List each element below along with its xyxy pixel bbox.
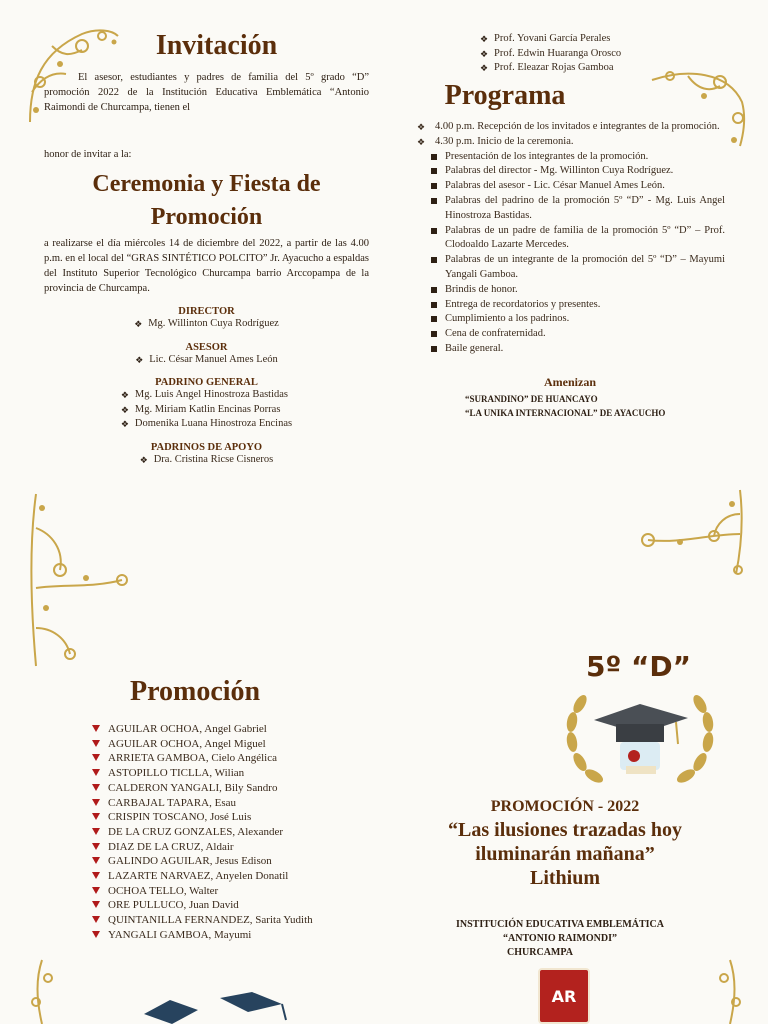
list-item-text: Mg. Willinton Cuya Rodríguez	[148, 318, 279, 329]
promocion-title: Promoción	[130, 676, 261, 707]
square-bullet-icon	[431, 316, 437, 322]
arrow-bullet-icon	[92, 857, 100, 864]
diamond-bullet-icon: ❖	[120, 419, 129, 429]
arrow-bullet-icon	[92, 872, 100, 879]
invitation-intro-continued: honor de invitar a la:	[44, 149, 132, 160]
member-item	[90, 796, 380, 811]
padrino-general-list	[121, 388, 292, 432]
amenizan-group-1: “SURANDINO” DE HUANCAYO	[465, 393, 598, 404]
asesor-label: ASESOR	[185, 341, 228, 353]
asesor-list	[135, 353, 278, 368]
list-item-text: Mg. Miriam Katlin Encinas Porras	[134, 403, 281, 415]
corner-flourish-mid-left	[22, 488, 132, 673]
member-name: AGUILAR OCHOA, Angel Gabriel	[108, 723, 267, 735]
arrow-bullet-icon	[92, 916, 100, 923]
programa-subitem-text: Presentación de los integrantes de la promoción.	[445, 150, 649, 162]
list-item-text: Lic. César Manuel Ames León	[149, 353, 278, 365]
member-item	[90, 751, 380, 766]
arrow-bullet-icon	[92, 799, 100, 806]
diamond-bullet-icon: ❖	[139, 454, 148, 465]
list-item	[140, 453, 274, 468]
programa-panel	[415, 80, 725, 420]
list-item-text: Dra. Cristina Ricse Cisneros	[153, 453, 274, 465]
diamond-bullet-icon: ❖	[480, 34, 489, 44]
arrow-bullet-icon	[92, 725, 100, 732]
programa-subitem-text: Cumplimiento a los padrinos.	[445, 313, 570, 325]
arrow-bullet-icon	[92, 754, 100, 761]
programa-title: Programa	[444, 80, 566, 111]
corner-flourish-bottom-right	[714, 958, 744, 1024]
programa-subitem-text: Palabras del director - Mg. Willinton Cuya Rodríguez.	[445, 165, 674, 177]
programa-subitem	[431, 283, 725, 298]
member-item	[90, 898, 380, 913]
director-list	[134, 317, 279, 332]
programa-sublist	[431, 150, 725, 357]
programa-subitem	[431, 342, 725, 357]
member-name: ORE PULLUCO, Juan David	[108, 899, 239, 912]
promocion-list	[90, 722, 380, 943]
programa-subitem	[431, 224, 725, 254]
square-bullet-icon	[431, 168, 437, 174]
promocion-panel	[90, 676, 380, 943]
laurel-graduation-emblem	[560, 682, 720, 790]
square-bullet-icon	[431, 228, 437, 234]
programa-item	[417, 120, 725, 135]
member-name: CARBAJAL TAPARA, Esau	[108, 796, 236, 809]
arrow-bullet-icon	[92, 784, 100, 791]
list-item-text: Prof. Yovani García Perales	[494, 33, 611, 44]
diamond-bullet-icon: ❖	[480, 63, 489, 73]
square-bullet-icon	[431, 183, 437, 189]
corner-flourish-bottom-left	[28, 958, 58, 1024]
amenizan-label: Amenizan	[544, 374, 596, 389]
cover-text	[420, 798, 710, 890]
list-item-text: Prof. Eleazar Rojas Gamboa	[494, 62, 614, 73]
arrow-bullet-icon	[92, 931, 100, 938]
list-item-text: Domenika Luana Hinostroza Encinas	[134, 418, 293, 429]
programa-subitem-text: Baile general.	[445, 342, 504, 354]
member-item	[90, 737, 380, 752]
graduation-caps-icon	[140, 992, 300, 1024]
invitation-title: Invitación	[155, 30, 278, 61]
square-bullet-icon	[431, 257, 437, 263]
member-name: LAZARTE NARVAEZ, Anyelen Donatil	[108, 870, 289, 883]
programa-item-text: 4.00 p.m. Recepción de los invitados e integrantes de la promoción.	[435, 121, 720, 132]
square-bullet-icon	[431, 331, 437, 337]
programa-subitem-text: Entrega de recordatorios y presentes.	[445, 298, 601, 310]
member-item	[90, 781, 380, 796]
programa-subitem	[431, 327, 725, 342]
programa-subitem-text: Palabras del asesor - Lic. César Manuel Ames León.	[445, 180, 665, 192]
ceremony-title-line-2: Promoción	[150, 204, 263, 230]
programa-subitem	[431, 179, 725, 194]
diamond-bullet-icon: ❖	[120, 404, 129, 415]
member-name: GALINDO AGUILAR, Jesus Edison	[108, 855, 272, 868]
ceremony-title	[44, 168, 369, 234]
diamond-bullet-icon: ❖	[417, 122, 426, 132]
school-line-3: CHURCAMPA	[507, 947, 573, 958]
corner-flourish-mid-right	[640, 484, 750, 579]
square-bullet-icon	[431, 154, 437, 160]
list-item	[121, 388, 292, 403]
member-name: ARRIETA GAMBOA, Cielo Angélica	[108, 752, 277, 765]
invitation-intro: El asesor, estudiantes y padres de familia del 5º grado “D” promoción 2022 de la Institución Educativa Emblemática “Antonio Raimondi de Churcampa, tienen el	[44, 72, 369, 113]
member-name: DE LA CRUZ GONZALES, Alexander	[108, 825, 284, 838]
arrow-bullet-icon	[92, 843, 100, 850]
list-item	[480, 32, 621, 47]
member-name: DIAZ DE LA CRUZ, Aldair	[108, 840, 234, 853]
list-item	[480, 47, 621, 62]
event-details: a realizarse el día miércoles 14 de diciembre del 2022, a partir de las 4.00 p.m. en el local del “GRAS SINTÉTICO POLCITO” Jr. Ayacucho a espaldas del Instituto Superior Tecnológico Churcampa barrio Arccopampa de la provincia de Churcampa.	[44, 238, 369, 294]
member-item	[90, 854, 380, 869]
arrow-bullet-icon	[92, 813, 100, 820]
programa-subitem-text: Brindis de honor.	[445, 283, 518, 295]
member-name: YANGALI GAMBOA, Mayumi	[108, 928, 252, 941]
school-logo-text: AR	[551, 986, 577, 1006]
programa-subitem	[431, 253, 725, 283]
motto-line-2: iluminarán mañana”	[475, 843, 655, 865]
programa-item	[417, 135, 725, 150]
member-name: CRISPIN TOSCANO, José Luis	[108, 811, 252, 824]
member-name: AGUILAR OCHOA, Angel Miguel	[108, 737, 266, 750]
member-item	[90, 913, 380, 928]
list-item-text: Prof. Edwin Huaranga Orosco	[494, 47, 622, 59]
padrinos-apoyo-list-a	[140, 453, 274, 468]
grade-heading: 5º “D”	[586, 650, 692, 683]
programa-item-text: 4.30 p.m. Inicio de la ceremonia.	[435, 135, 574, 147]
programa-subitem	[431, 298, 725, 313]
square-bullet-icon	[431, 287, 437, 293]
promotion-name: Lithium	[529, 867, 601, 889]
list-item	[121, 403, 292, 418]
padrinos-apoyo-list-b	[480, 32, 621, 76]
amenizan-group-2: “LA UNIKA INTERNACIONAL” DE AYACUCHO	[465, 407, 666, 418]
programa-subitem-text: Cena de confraternidad.	[445, 328, 546, 340]
programa-subitem	[431, 150, 725, 165]
arrow-bullet-icon	[92, 769, 100, 776]
programa-subitem-text: Palabras del padrino de la promoción 5º “D” - Mg. Luis Angel Hinostroza Bastidas.	[445, 194, 725, 221]
diamond-bullet-icon: ❖	[120, 390, 129, 400]
programa-subitem-text: Palabras de un padre de familia de la promoción 5º “D” – Prof. Clodoaldo Lazarte Mercedes.	[445, 224, 725, 251]
member-name: CALDERON YANGALI, Bily Sandro	[108, 781, 278, 794]
director-label: DIRECTOR	[178, 306, 235, 317]
arrow-bullet-icon	[92, 740, 100, 747]
programa-subitem	[431, 164, 725, 179]
programa-list	[417, 120, 725, 357]
padrinos-apoyo-continued	[480, 32, 621, 76]
programa-subitem-text: Palabras de un integrante de la promoción del 5º “D” – Mayumi Yangali Gamboa.	[445, 254, 725, 280]
ceremony-title-line-1: Ceremonia y Fiesta de	[92, 171, 321, 197]
amenizan-groups	[465, 392, 725, 420]
arrow-bullet-icon	[92, 828, 100, 835]
member-item	[90, 722, 380, 737]
school-line-1: INSTITUCIÓN EDUCATIVA EMBLEMÁTICA	[455, 919, 664, 930]
school-name	[440, 918, 680, 960]
arrow-bullet-icon	[92, 901, 100, 908]
diamond-bullet-icon: ❖	[134, 319, 143, 329]
member-name: ASTOPILLO TICLLA, Wilian	[108, 767, 245, 780]
padrinos-apoyo-label: PADRINOS DE APOYO	[150, 441, 263, 453]
member-item	[90, 810, 380, 825]
list-item	[121, 417, 292, 432]
diamond-bullet-icon: ❖	[480, 48, 489, 59]
diamond-bullet-icon: ❖	[417, 136, 426, 147]
promotion-year: PROMOCIÓN - 2022	[490, 798, 640, 815]
list-item	[480, 61, 621, 76]
square-bullet-icon	[431, 346, 437, 352]
member-item	[90, 884, 380, 899]
square-bullet-icon	[431, 198, 437, 204]
list-item-text: Mg. Luis Angel Hinostroza Bastidas	[134, 389, 289, 400]
programa-subitem	[431, 312, 725, 327]
member-item	[90, 825, 380, 840]
school-line-2: “ANTONIO RAIMONDI”	[503, 933, 617, 944]
padrino-general-label: PADRINO GENERAL	[155, 377, 258, 388]
arrow-bullet-icon	[92, 887, 100, 894]
school-logo	[538, 968, 590, 1024]
member-name: QUINTANILLA FERNANDEZ, Sarita Yudith	[108, 914, 313, 927]
square-bullet-icon	[431, 302, 437, 308]
member-name: OCHOA TELLO, Walter	[108, 884, 219, 897]
list-item	[134, 317, 279, 332]
motto-line-1: “Las ilusiones trazadas hoy	[448, 819, 682, 841]
member-item	[90, 869, 380, 884]
member-item	[90, 928, 380, 943]
member-item	[90, 840, 380, 855]
list-item	[135, 353, 278, 368]
diamond-bullet-icon: ❖	[135, 354, 144, 365]
programa-subitem	[431, 194, 725, 224]
member-item	[90, 766, 380, 781]
